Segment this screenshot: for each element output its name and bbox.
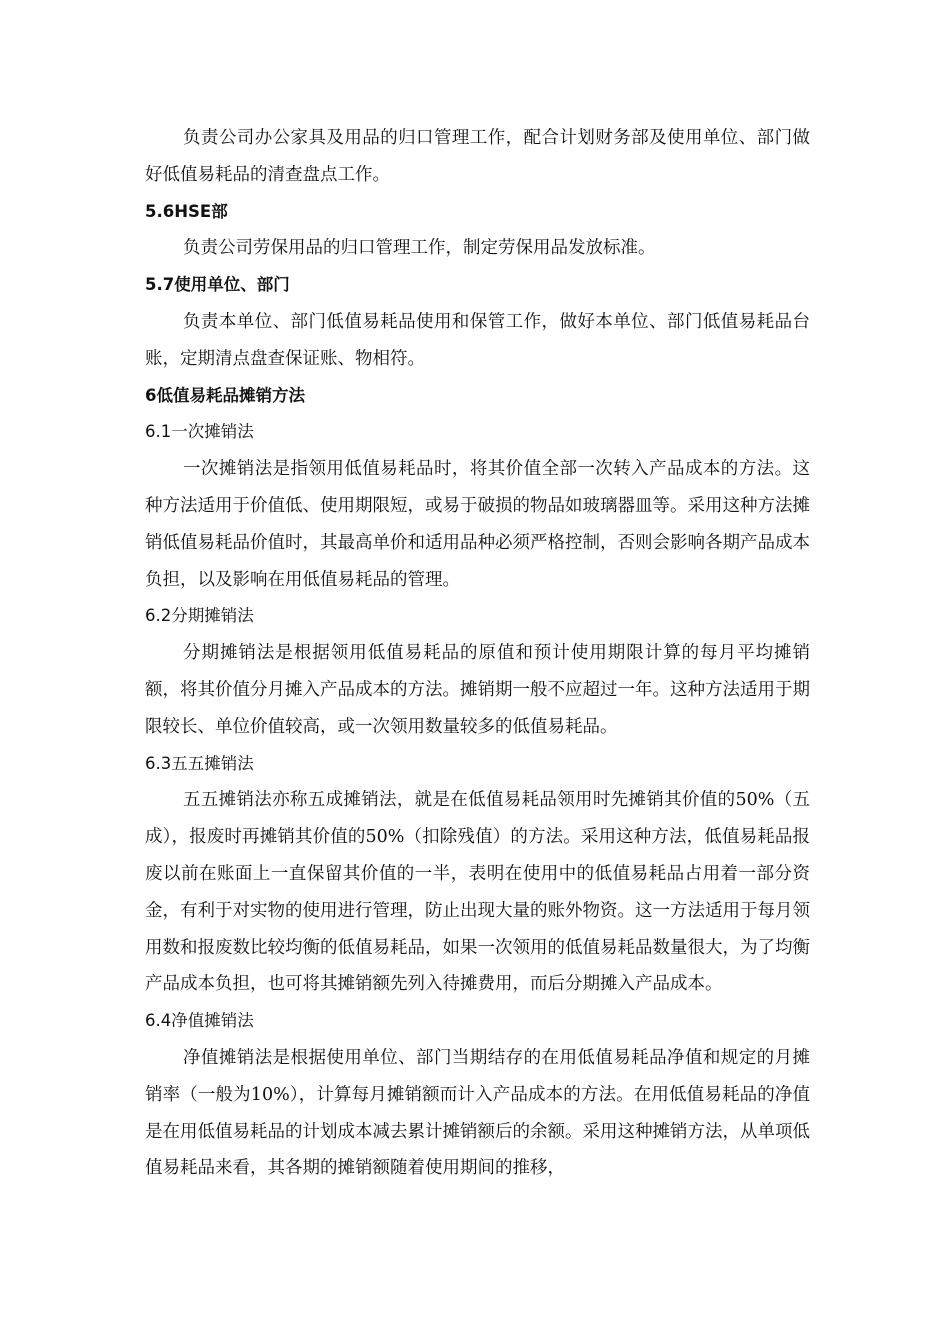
paragraph-fifty-fifty-amortization: 五五摊销法亦称五成摊销法，就是在低值易耗品领用时先摊销其价值的50%（五成），报废时再摊销其价值的50%（扣除残值）的方法。采用这种方法，低值易耗品报废以前在账面上一直保留其价值的一半，表明在使用中的低值易耗品占用着一部分资金，有利于对实物的使用进行管理，防止出现大量的账外物资。这一方法适用于每月领用数和报废数比较均衡的低值易耗品，如果一次领用的低值易耗品数量很大，为了均衡产品成本负担，也可将其摊销额先列入待摊费用，而后分期摊入产品成本。 [145,790,810,995]
paragraph-admin-duties: 负责公司办公家具及用品的归口管理工作，配合计划财务部及使用单位、部门做好低值易耗品的清查盘点工作。 [145,128,810,185]
paragraph-installment-amortization: 分期摊销法是根据领用低值易耗品的原值和预计使用期限计算的每月平均摊销额，将其价值分月摊入产品成本的方法。摊销期一般不应超过一年。这种方法适用于期限较长、单位价值较高，或一次领用数量较多的低值易耗品。 [145,643,810,737]
section-heading-6-3: 6.3五五摊销法 [145,753,254,773]
paragraph-hse-duties: 负责公司劳保用品的归口管理工作，制定劳保用品发放标准。 [183,238,656,259]
section-heading-6-4: 6.4净值摊销法 [145,1011,254,1031]
section-heading-6-1: 6.1一次摊销法 [145,422,254,442]
paragraph-one-time-amortization: 一次摊销法是指领用低值易耗品时，将其价值全部一次转入产品成本的方法。这种方法适用于价值低、使用期限短，或易于破损的物品如玻璃器皿等。采用这种方法摊销低值易耗品价值时，其最高单价和适用品种必须严格控制，否则会影响各期产品成本负担，以及影响在用低值易耗品的管理。 [145,459,810,590]
section-heading-5-6: 5.6HSE部 [145,201,228,221]
section-heading-6: 6低值易耗品摊销方法 [145,385,305,405]
section-heading-5-7: 5.7使用单位、部门 [145,275,290,295]
paragraph-unit-duties: 负责本单位、部门低值易耗品使用和保管工作，做好本单位、部门低值易耗品台账，定期清点盘查保证账、物相符。 [145,311,810,369]
paragraph-net-value-amortization: 净值摊销法是根据使用单位、部门当期结存的在用低值易耗品净值和规定的月摊销率（一般为10%），计算每月摊销额而计入产品成本的方法。在用低值易耗品的净值是在用低值易耗品的计划成本减去累计摊销额后的余额。采用这种摊销方法，从单项低值易耗品来看，其各期的摊销额随着使用期间的推移， [145,1047,810,1179]
section-heading-6-2: 6.2分期摊销法 [145,606,254,626]
document-body [145,120,810,1187]
